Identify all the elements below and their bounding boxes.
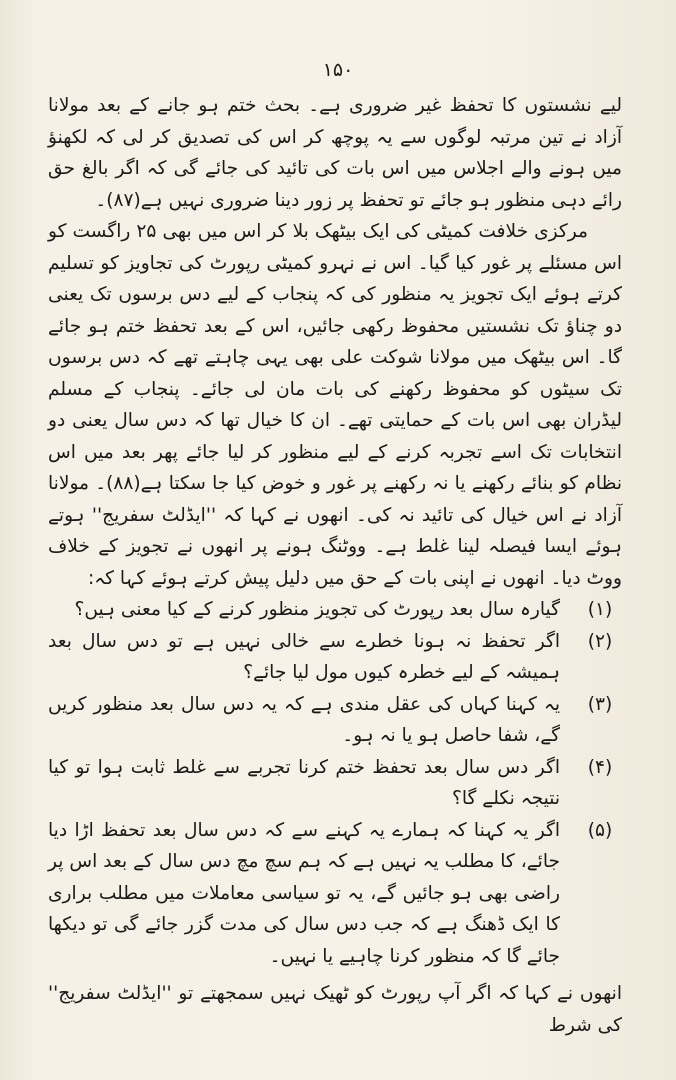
body-text	[48, 90, 622, 1041]
list-item	[48, 594, 622, 626]
list-item	[48, 752, 622, 815]
list-text: اگر یہ کہنا کہ ہمارے یہ کہنے سے کہ دس سال بعد تحفظ اڑا دیا جائے، کا مطلب یہ نہیں ہے کہ ہم سچ مچ دس سال کے بعد اس پر راضی بھی ہو جائیں گے، یہ تو سیاسی معاملات میں مطلب براری کا ایک ڈھنگ ہے کہ جب دس سال کی مدت گزر جائے گی تو دیکھا جائے گا کہ منظور کرنا چاہیے یا نہیں۔	[48, 819, 560, 967]
list-item	[48, 689, 622, 752]
list-item	[48, 815, 622, 973]
list-text: اگر تحفظ نہ ہونا خطرے سے خالی نہیں ہے تو دس سال بعد ہمیشہ کے لیے خطرہ کیوں مول لیا جائے؟	[48, 630, 560, 683]
list-text: یہ کہنا کہاں کی عقل مندی ہے کہ یہ دس سال بعد منظور کریں گے، شفا حاصل ہو یا نہ ہو۔	[48, 693, 560, 746]
list-number: (۲)	[587, 630, 613, 652]
list-text: گیارہ سال بعد رپورٹ کی تجویز منظور کرنے کے کیا معنی ہیں؟	[74, 599, 560, 620]
list-number: (۵)	[587, 819, 613, 841]
paragraph-2: مرکزی خلافت کمیٹی کی ایک بیٹھک بلا کر اس میں بھی ۲۵ راگست کو اس مسئلے پر غور کیا گیا۔ اس نے نہرو کمیٹی رپورٹ کی تجاویز کو تسلیم کرتے ہوئے ایک تجویز یہ منظور کی کہ پنجاب کے لیے دس برسوں تک یعنی دو چناؤ تک نشستیں محفوظ رکھی جائیں، اس کے بعد تحفظ ختم ہو جائے گا۔ اس بیٹھک میں مولانا شوکت علی بھی یہی چاہتے تھے کہ دس برسوں تک سیٹوں کو محفوظ رکھنے کی بات مان لی جائے۔ پنجاب کے مسلم لیڈران بھی اس بات کے حمایتی تھے۔ ان کا خیال تھا کہ دس سال یعنی دو انتخابات تک اسے تجربہ کرنے کے لیے منظور کر لیا جائے پھر بعد میں اس نظام کو بنائے رکھنے یا نہ رکھنے پر غور و خوض کیا جا سکتا ہے(۸۸)۔ مولانا آزاد نے اس خیال کی تائید نہ کی۔ انھوں نے کہا کہ ''ایڈلٹ سفریج'' ہوتے ہوئے ایسا فیصلہ لینا غلط ہے۔ ووٹنگ ہونے پر انھوں نے تجویز کے خلاف ووٹ دیا۔ انھوں نے اپنی بات کے حق میں دلیل پیش کرتے ہوئے کہا کہ:	[48, 221, 622, 589]
list-item	[48, 626, 622, 689]
list-number: (۳)	[587, 693, 613, 715]
closing-line: انھوں نے کہا کہ اگر آپ رپورٹ کو ٹھیک نہیں سمجھتے تو ''ایڈلٹ سفریج'' کی شرط	[48, 983, 622, 1036]
list-text: اگر دس سال بعد تحفظ ختم کرنا تجربے سے غلط ثابت ہوا تو کیا نتیجہ نکلے گا؟	[48, 756, 560, 809]
page-number: ۱۵۰	[322, 59, 354, 81]
argument-list	[48, 594, 622, 972]
paragraph-1: لیے نشستوں کا تحفظ غیر ضروری ہے۔ بحث ختم ہو جانے کے بعد مولانا آزاد نے تین مرتبہ لوگوں سے یہ پوچھ کر اس کی تصدیق کر لی کہ لکھنؤ میں ہونے والے اجلاس میں اس بات کی تائید کی جائے گی کہ اگر بالغ حق رائے دہی منظور ہو جائے تو تحفظ پر زور دینا ضروری نہیں ہے(۸۷)۔	[48, 95, 622, 211]
list-number: (۴)	[587, 756, 613, 778]
list-number: (۱)	[587, 599, 613, 620]
